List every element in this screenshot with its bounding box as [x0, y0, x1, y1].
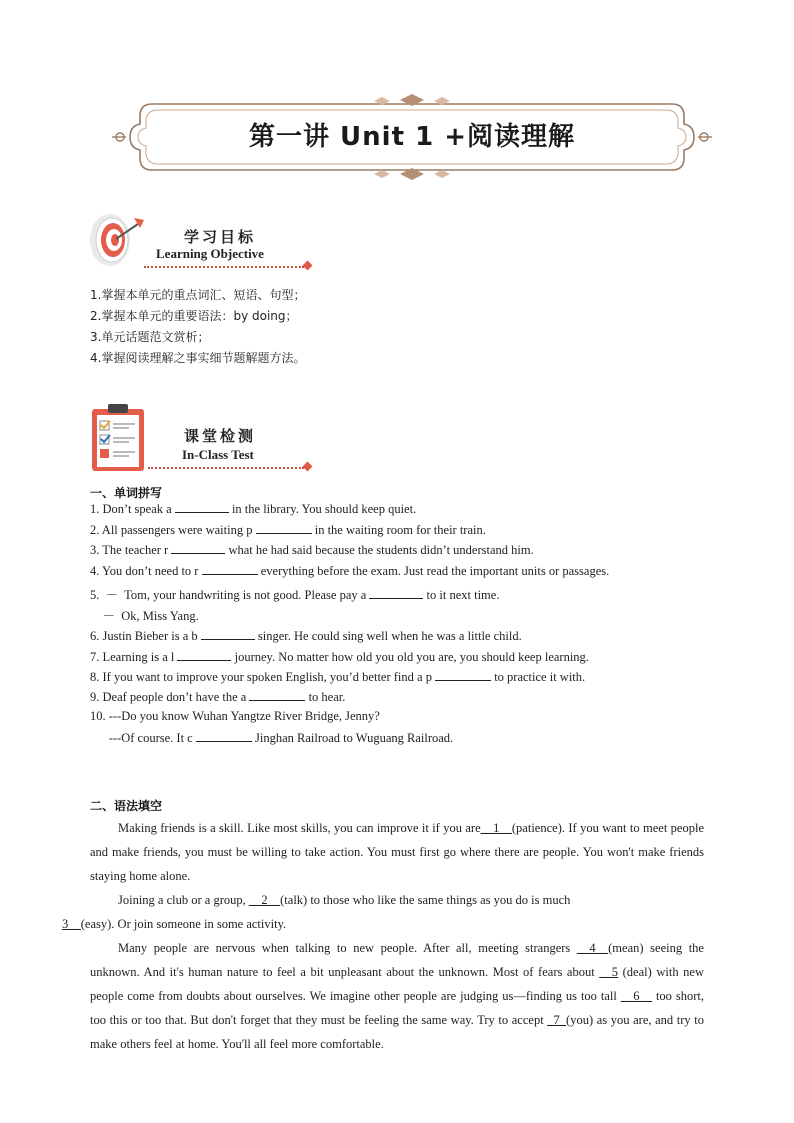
divider-diamond — [303, 261, 313, 271]
answer-blank[interactable] — [369, 587, 423, 599]
question-4: 4. You don’t need to r everything before the exam. Just read the important units or passages. — [90, 564, 610, 578]
objective-item: 2.掌握本单元的重要语法：by doing； — [90, 309, 298, 323]
answer-blank[interactable] — [256, 522, 312, 534]
passage-paragraph: Making friends is a skill. Like most skills, you can improve it if you are__1__(patience). If you want to meet people and make friends, you must be willing to take action. You must first go where there are people. You won't make friends staying home alone. — [90, 821, 705, 883]
passage-paragraph: Joining a club or a group, __2__(talk) to those who like the same things as you do is much 3__(easy). Or join someone in some activity. — [62, 893, 571, 931]
question-10-reply: ---Of course. It c Jinghan Railroad to Wuguang Railroad. — [90, 731, 454, 745]
part-title-spelling: 一、单词拼写 — [90, 486, 163, 500]
answer-blank[interactable]: 3__ — [62, 917, 81, 931]
grammar-passage — [62, 816, 705, 1056]
question-5-reply: － Ok, Miss Yang. — [90, 609, 199, 623]
question-7: 7. Learning is a l journey. No matter how old you old you are, you should keep learning. — [90, 650, 589, 664]
question-9: 9. Deaf people don’t have the a to hear. — [90, 690, 346, 704]
objective-item: 3.单元话题范文赏析； — [90, 330, 210, 344]
objective-item: 1.掌握本单元的重点词汇、短语、句型； — [90, 288, 306, 302]
answer-blank[interactable]: _7_ — [547, 1013, 567, 1027]
answer-blank[interactable] — [435, 669, 491, 681]
answer-blank[interactable] — [249, 689, 305, 701]
answer-blank[interactable]: __4__ — [576, 941, 609, 955]
answer-blank[interactable]: __2__ — [248, 893, 281, 907]
section-title-en: In-Class Test — [182, 447, 254, 462]
part-title-grammar: 二、语法填空 — [90, 799, 163, 813]
question-10: 10. ---Do you know Wuhan Yangtze River Bridge, Jenny? — [90, 709, 380, 723]
question-3: 3. The teacher r what he had said because the students didn’t understand him. — [90, 543, 534, 557]
section-header-test — [88, 403, 318, 473]
section-divider — [144, 266, 304, 268]
section-title-cn: 学习目标 — [184, 228, 257, 246]
question-1: 1. Don’t speak a in the library. You should keep quiet. — [90, 502, 417, 516]
section-title-cn: 课堂检测 — [184, 427, 257, 445]
section-header-objective — [88, 206, 318, 276]
answer-blank[interactable]: __1__ — [480, 821, 512, 835]
answer-blank[interactable] — [177, 649, 231, 661]
question-2: 2. All passengers were waiting p in the waiting room for their train. — [90, 523, 486, 537]
section-divider — [148, 467, 304, 469]
clipboard-checklist-icon — [90, 403, 148, 473]
question-6: 6. Justin Bieber is a b singer. He could sing well when he was a little child. — [90, 629, 522, 643]
answer-blank[interactable] — [196, 730, 252, 742]
answer-blank[interactable]: __5 — [599, 965, 619, 979]
answer-blank[interactable]: __6__ — [620, 989, 653, 1003]
answer-blank[interactable] — [171, 542, 225, 554]
passage-paragraph: Many people are nervous when talking to new people. After all, meeting strangers __4__(mean) seeing the unknown. And it's human nature to feel a bit unpleasant about the unknown. Most of fears about __5 (deal) with new people come from doubts about ourselves. We imagine other people are judging us—finding us too tall __6__ too short, too this or too that. But don't forget that they must be feeling the same way. Try to accept _7_(you) as you are, and try to make others feel at home. You'll all feel more comfortable. — [90, 941, 705, 1051]
question-8: 8. If you want to improve your spoken English, you’d better find a p to practice it with. — [90, 670, 586, 684]
target-dart-icon — [88, 206, 146, 268]
objectives-list — [90, 285, 730, 369]
answer-blank[interactable] — [201, 628, 255, 640]
question-5: 5. － Tom, your handwriting is not good. Please pay a to it next time. — [90, 588, 500, 602]
page-title: 第一讲 Unit 1 +阅读理解 — [249, 122, 575, 152]
objective-item: 4.掌握阅读理解之事实细节题解题方法。 — [90, 351, 306, 365]
divider-diamond — [303, 462, 313, 472]
answer-blank[interactable] — [175, 501, 229, 513]
title-banner — [112, 92, 712, 182]
section-title-en: Learning Objective — [156, 246, 264, 261]
answer-blank[interactable] — [202, 563, 258, 575]
